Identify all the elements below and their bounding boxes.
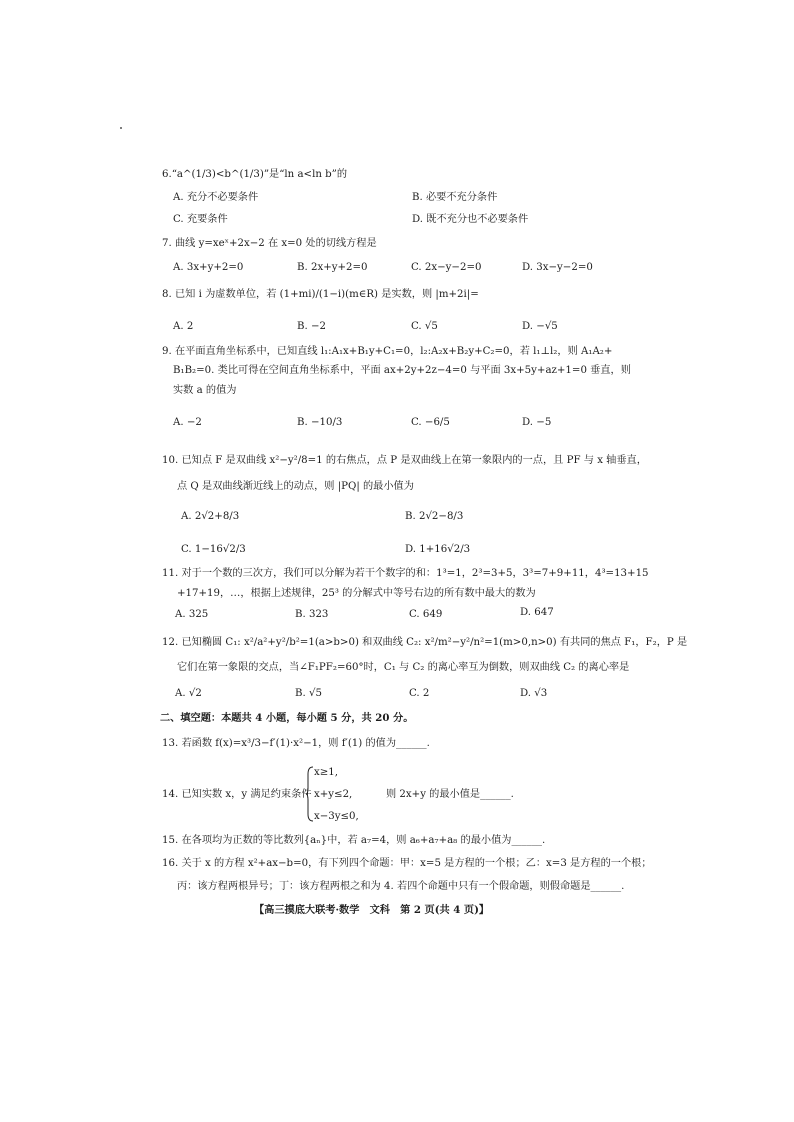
q11-option-c: C. 649 — [409, 609, 443, 620]
q11-stem-line2: +17+19，…，根据上述规律，25³ 的分解式中等号右边的所有数中最大的数为 — [177, 588, 536, 599]
q8-option-a: A. 2 — [173, 321, 194, 332]
q11-stem-line1: 11. 对于一个数的三次方，我们可以分解为若干个数字的和：1³=1，2³=3+5，3³=7+9+11，4³=13+15 — [162, 568, 649, 579]
q10-stem-line2: 点 Q 是双曲线渐近线上的动点，则 |PQ| 的最小值为 — [177, 481, 414, 492]
q9-option-b: B. −10/3 — [297, 417, 343, 428]
q8-option-c: C. √5 — [411, 321, 438, 332]
q9-stem-line1: 9. 在平面直角坐标系中，已知直线 l₁:A₁x+B₁y+C₁=0，l₂:A₂x+B₂y+C₂=0，若 l₁⊥l₂，则 A₁A₂+ — [162, 346, 613, 357]
q15-stem: 15. 在各项均为正数的等比数列{aₙ}中，若 a₇=4，则 a₆+a₇+a₈ 的最小值为______. — [162, 835, 546, 846]
q8-option-d: D. −√5 — [522, 321, 558, 332]
q11-option-a: A. 325 — [175, 609, 209, 620]
q6-option-b: B. 必要不充分条件 — [412, 192, 498, 203]
q16-stem-line2: 丙：该方程两根异号；丁：该方程两根之和为 4. 若四个命题中只有一个假命题，则假命题是______. — [177, 881, 625, 892]
q6-option-d: D. 既不充分也不必要条件 — [412, 214, 529, 225]
q9-option-c: C. −6/5 — [411, 417, 450, 428]
scan-speck — [120, 127, 122, 129]
q7-stem: 7. 曲线 y=xeˣ+2x−2 在 x=0 处的切线方程是 — [162, 238, 377, 249]
q8-stem: 8. 已知 i 为虚数单位，若 (1+mi)/(1−i)(m∈R) 是实数，则 |m+2i|= — [162, 289, 479, 300]
q12-option-c: C. 2 — [409, 688, 430, 699]
q7-option-a: A. 3x+y+2=0 — [173, 262, 244, 273]
q14-condition-1: x≥1, — [314, 767, 339, 778]
page-footer: 【高三摸底大联考·数学 文科 第 2 页(共 4 页)】 — [254, 904, 490, 916]
q14-condition-2: x+y≤2, — [314, 789, 353, 800]
q7-option-c: C. 2x−y−2=0 — [411, 262, 482, 273]
q12-option-a: A. √2 — [175, 688, 202, 699]
q10-option-d: D. 1+16√2/3 — [405, 544, 471, 555]
q9-option-a: A. −2 — [173, 417, 202, 428]
q12-option-b: B. √5 — [295, 688, 322, 699]
q6-option-a: A. 充分不必要条件 — [173, 192, 259, 203]
q11-option-b: B. 323 — [295, 609, 329, 620]
q12-option-d: D. √3 — [520, 688, 548, 699]
q14-question: 则 2x+y 的最小值是______. — [386, 789, 514, 800]
section-2-heading: 二、填空题：本题共 4 小题，每小题 5 分，共 20 分。 — [160, 712, 414, 724]
q12-stem-line2: 它们在第一象限的交点，当∠F₁PF₂=60°时，C₁ 与 C₂ 的离心率互为倒数，则双曲线 C₂ 的离心率是 — [177, 662, 630, 673]
q7-option-b: B. 2x+y+2=0 — [297, 262, 368, 273]
q9-stem-line2: B₁B₂=0. 类比可得在空间直角坐标系中，平面 ax+2y+2z−4=0 与平面 3x+5y+az+1=0 垂直，则 — [173, 365, 631, 376]
q8-option-b: B. −2 — [297, 321, 326, 332]
q9-stem-line3: 实数 a 的值为 — [173, 385, 237, 396]
q14-condition-3: x−3y≤0, — [314, 811, 359, 822]
q14-brace — [306, 766, 314, 822]
q10-option-a: A. 2√2+8/3 — [181, 511, 240, 522]
q11-option-d: D. 647 — [520, 607, 554, 618]
q13-stem: 13. 若函数 f(x)=x³/3−f′(1)·x²−1，则 f′(1) 的值为______. — [162, 738, 430, 749]
q9-option-d: D. −5 — [522, 417, 552, 428]
q16-stem-line1: 16. 关于 x 的方程 x²+ax−b=0，有下列四个命题：甲：x=5 是方程的一个根；乙：x=3 是方程的一个根； — [162, 858, 652, 869]
q10-stem-line1: 10. 已知点 F 是双曲线 x²−y²/8=1 的右焦点，点 P 是双曲线上在第一象限内的一点，且 PF 与 x 轴垂直， — [162, 455, 647, 466]
q12-stem-line1: 12. 已知椭圆 C₁: x²/a²+y²/b²=1(a>b>0) 和双曲线 C₂: x²/m²−y²/n²=1(m>0,n>0) 有共同的焦点 F₁，F₂，P 是 — [162, 637, 688, 648]
q6-stem: 6.“a^(1/3)<b^(1/3)”是“ln a<ln b”的 — [162, 169, 348, 180]
q10-option-c: C. 1−16√2/3 — [181, 544, 246, 555]
q7-option-d: D. 3x−y−2=0 — [522, 262, 593, 273]
q6-option-c: C. 充要条件 — [173, 214, 228, 225]
q10-option-b: B. 2√2−8/3 — [405, 511, 464, 522]
q14-stem: 14. 已知实数 x，y 满足约束条件 — [162, 789, 312, 800]
